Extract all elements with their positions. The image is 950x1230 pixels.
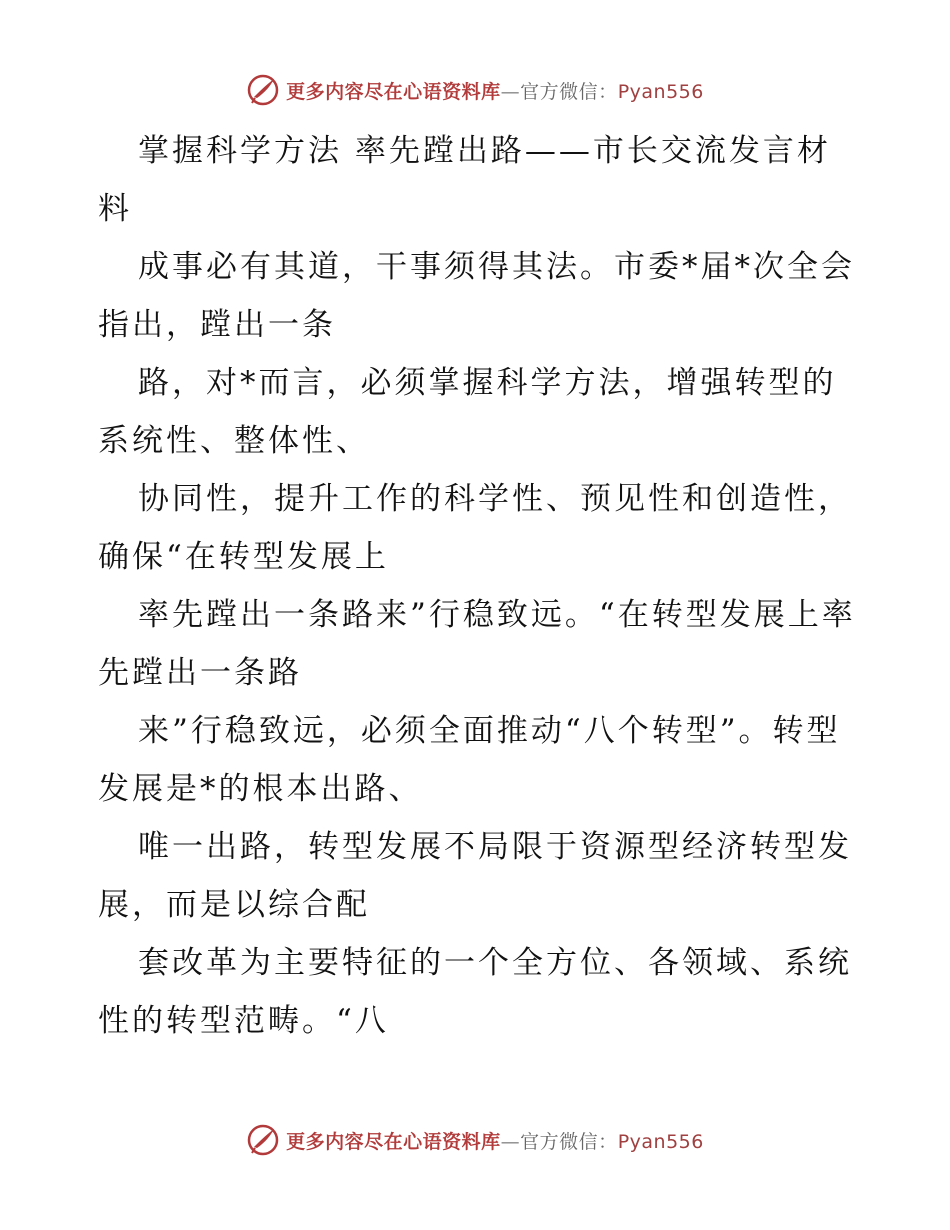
document-title: 掌握科学方法 率先蹚出路——市长交流发言材料 (98, 133, 831, 227)
paragraph: 套改革为主要特征的一个全方位、各领域、系统性的转型范畴。“八 (98, 945, 852, 1039)
brand-wechat-label: 官方微信： (520, 80, 618, 103)
quill-logo-icon (246, 1123, 280, 1157)
paragraph: 路，对*而言，必须掌握科学方法，增强转型的系统性、整体性、 (98, 365, 837, 459)
brand-dash: — (500, 1130, 521, 1153)
quill-logo-icon (246, 73, 280, 107)
brand-name: 更多内容尽在心语资料库 (286, 80, 501, 103)
paragraph: 成事必有其道，干事须得其法。市委*届*次全会指出，蹚出一条 (98, 249, 855, 343)
header-watermark (0, 70, 950, 110)
brand-dash: — (500, 80, 521, 103)
footer-watermark (0, 1120, 950, 1160)
paragraph: 唯一出路，转型发展不局限于资源型经济转型发展，而是以综合配 (98, 829, 852, 923)
brand-wechat-id: Pyan556 (617, 1130, 704, 1153)
brand-name: 更多内容尽在心语资料库 (286, 1130, 501, 1153)
brand-wechat-id: Pyan556 (617, 80, 704, 103)
paragraph: 来”行稳致远，必须全面推动“八个转型”。转型发展是*的根本出路、 (98, 713, 841, 807)
paragraph: 率先蹚出一条路来”行稳致远。“在转型发展上率先蹚出一条路 (98, 597, 856, 691)
paragraph: 协同性，提升工作的科学性、预见性和创造性，确保“在转型发展上 (98, 481, 852, 575)
brand-wechat-label: 官方微信： (520, 1130, 618, 1153)
document-body (98, 122, 858, 1050)
